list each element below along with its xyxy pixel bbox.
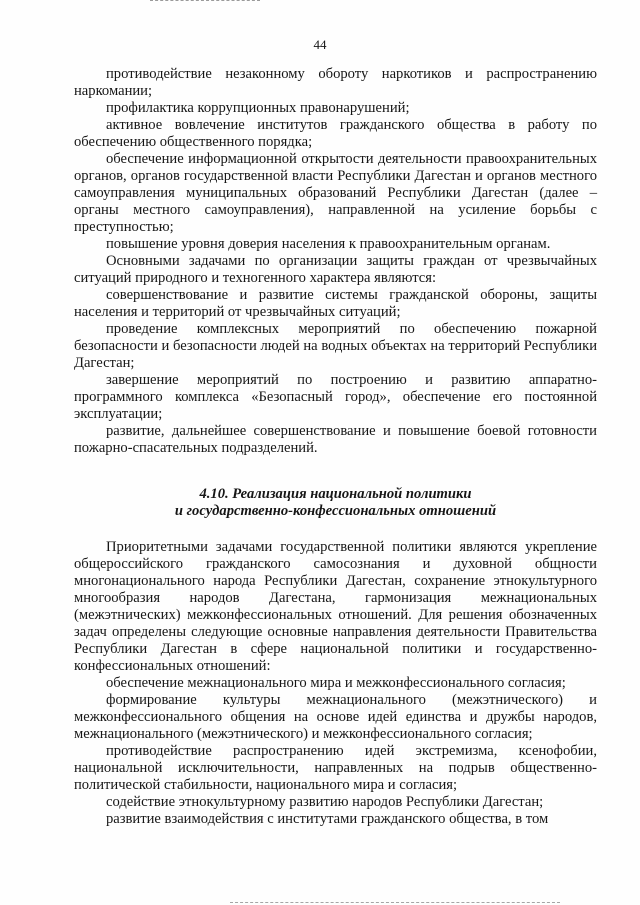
paragraph: противодействие незаконному обороту наркотиков и распространению наркомании; [74,66,597,99]
text-block-national-policy [74,539,597,828]
paragraph: формирование культуры межнационального (межэтнического) и межконфессионального общения на основе идей единства и дружбы народов, межнационального (межэтнического) и межконфессионального согласия; [74,692,597,742]
paragraph: развитие, дальнейшее совершенствование и повышение боевой готовности пожарно-спасательных подразделений. [74,423,597,456]
paragraph: обеспечение межнационального мира и межконфессионального согласия; [106,675,566,691]
paragraph: завершение мероприятий по построению и развитию аппаратно-программного комплекса «Безопасный город», обеспечение его постоянной эксплуатации; [74,372,597,422]
paragraph: обеспечение информационной открытости деятельности правоохранительных органов, органов государственной власти Республики Дагестан и органов местного самоуправления муниципальных образований Республики Дагестан (далее – органы местного самоуправления), направленной на усиление борьбы с преступностью; [74,151,597,235]
page-number: 44 [313,37,327,52]
text-block-tasks [74,66,597,457]
section-heading-line-1: 4.10. Реализация национальной политики [199,486,472,502]
paragraph: содействие этнокультурному развитию народов Республики Дагестан; [106,794,544,810]
section-heading-line-2: и государственно-конфессиональных отношений [174,503,497,519]
scan-edge-bottom [230,902,560,904]
scan-edge-top [150,0,260,2]
paragraph: Приоритетными задачами государственной политики являются укрепление общероссийского гражданского самосознания и духовной общности многонационального народа Республики Дагестан, сохранение этнокультурного многообразия народов Дагестана, гармонизация межнациональных (межэтнических) межконфессиональных отношений. Для решения обозначенных задач определены следующие основные направления деятельности Правительства Республики Дагестан в сфере национальной политики и государственно-конфессиональных отношений: [74,539,597,674]
paragraph: активное вовлечение институтов гражданского общества в работу по обеспечению общественного порядка; [74,117,597,150]
paragraph: Основными задачами по организации защиты граждан от чрезвычайных ситуаций природного и техногенного характера являются: [74,253,597,286]
paragraph: совершенствование и развитие системы гражданской обороны, защиты населения и территорий от чрезвычайных ситуаций; [74,287,597,320]
paragraph: проведение комплексных мероприятий по обеспечению пожарной безопасности и безопасности людей на водных объектах на территорий Республики Дагестан; [74,321,597,371]
paragraph: профилактика коррупционных правонарушений; [106,100,410,116]
section-heading [74,486,597,520]
paragraph: развитие взаимодействия с институтами гражданского общества, в том [106,811,549,827]
paragraph: противодействие распространению идей экстремизма, ксенофобии, национальной исключительности, направленных на подрыв общественно-политической стабильности, национального мира и согласия; [74,743,597,793]
paragraph: повышение уровня доверия населения к правоохранительным органам. [106,236,551,252]
